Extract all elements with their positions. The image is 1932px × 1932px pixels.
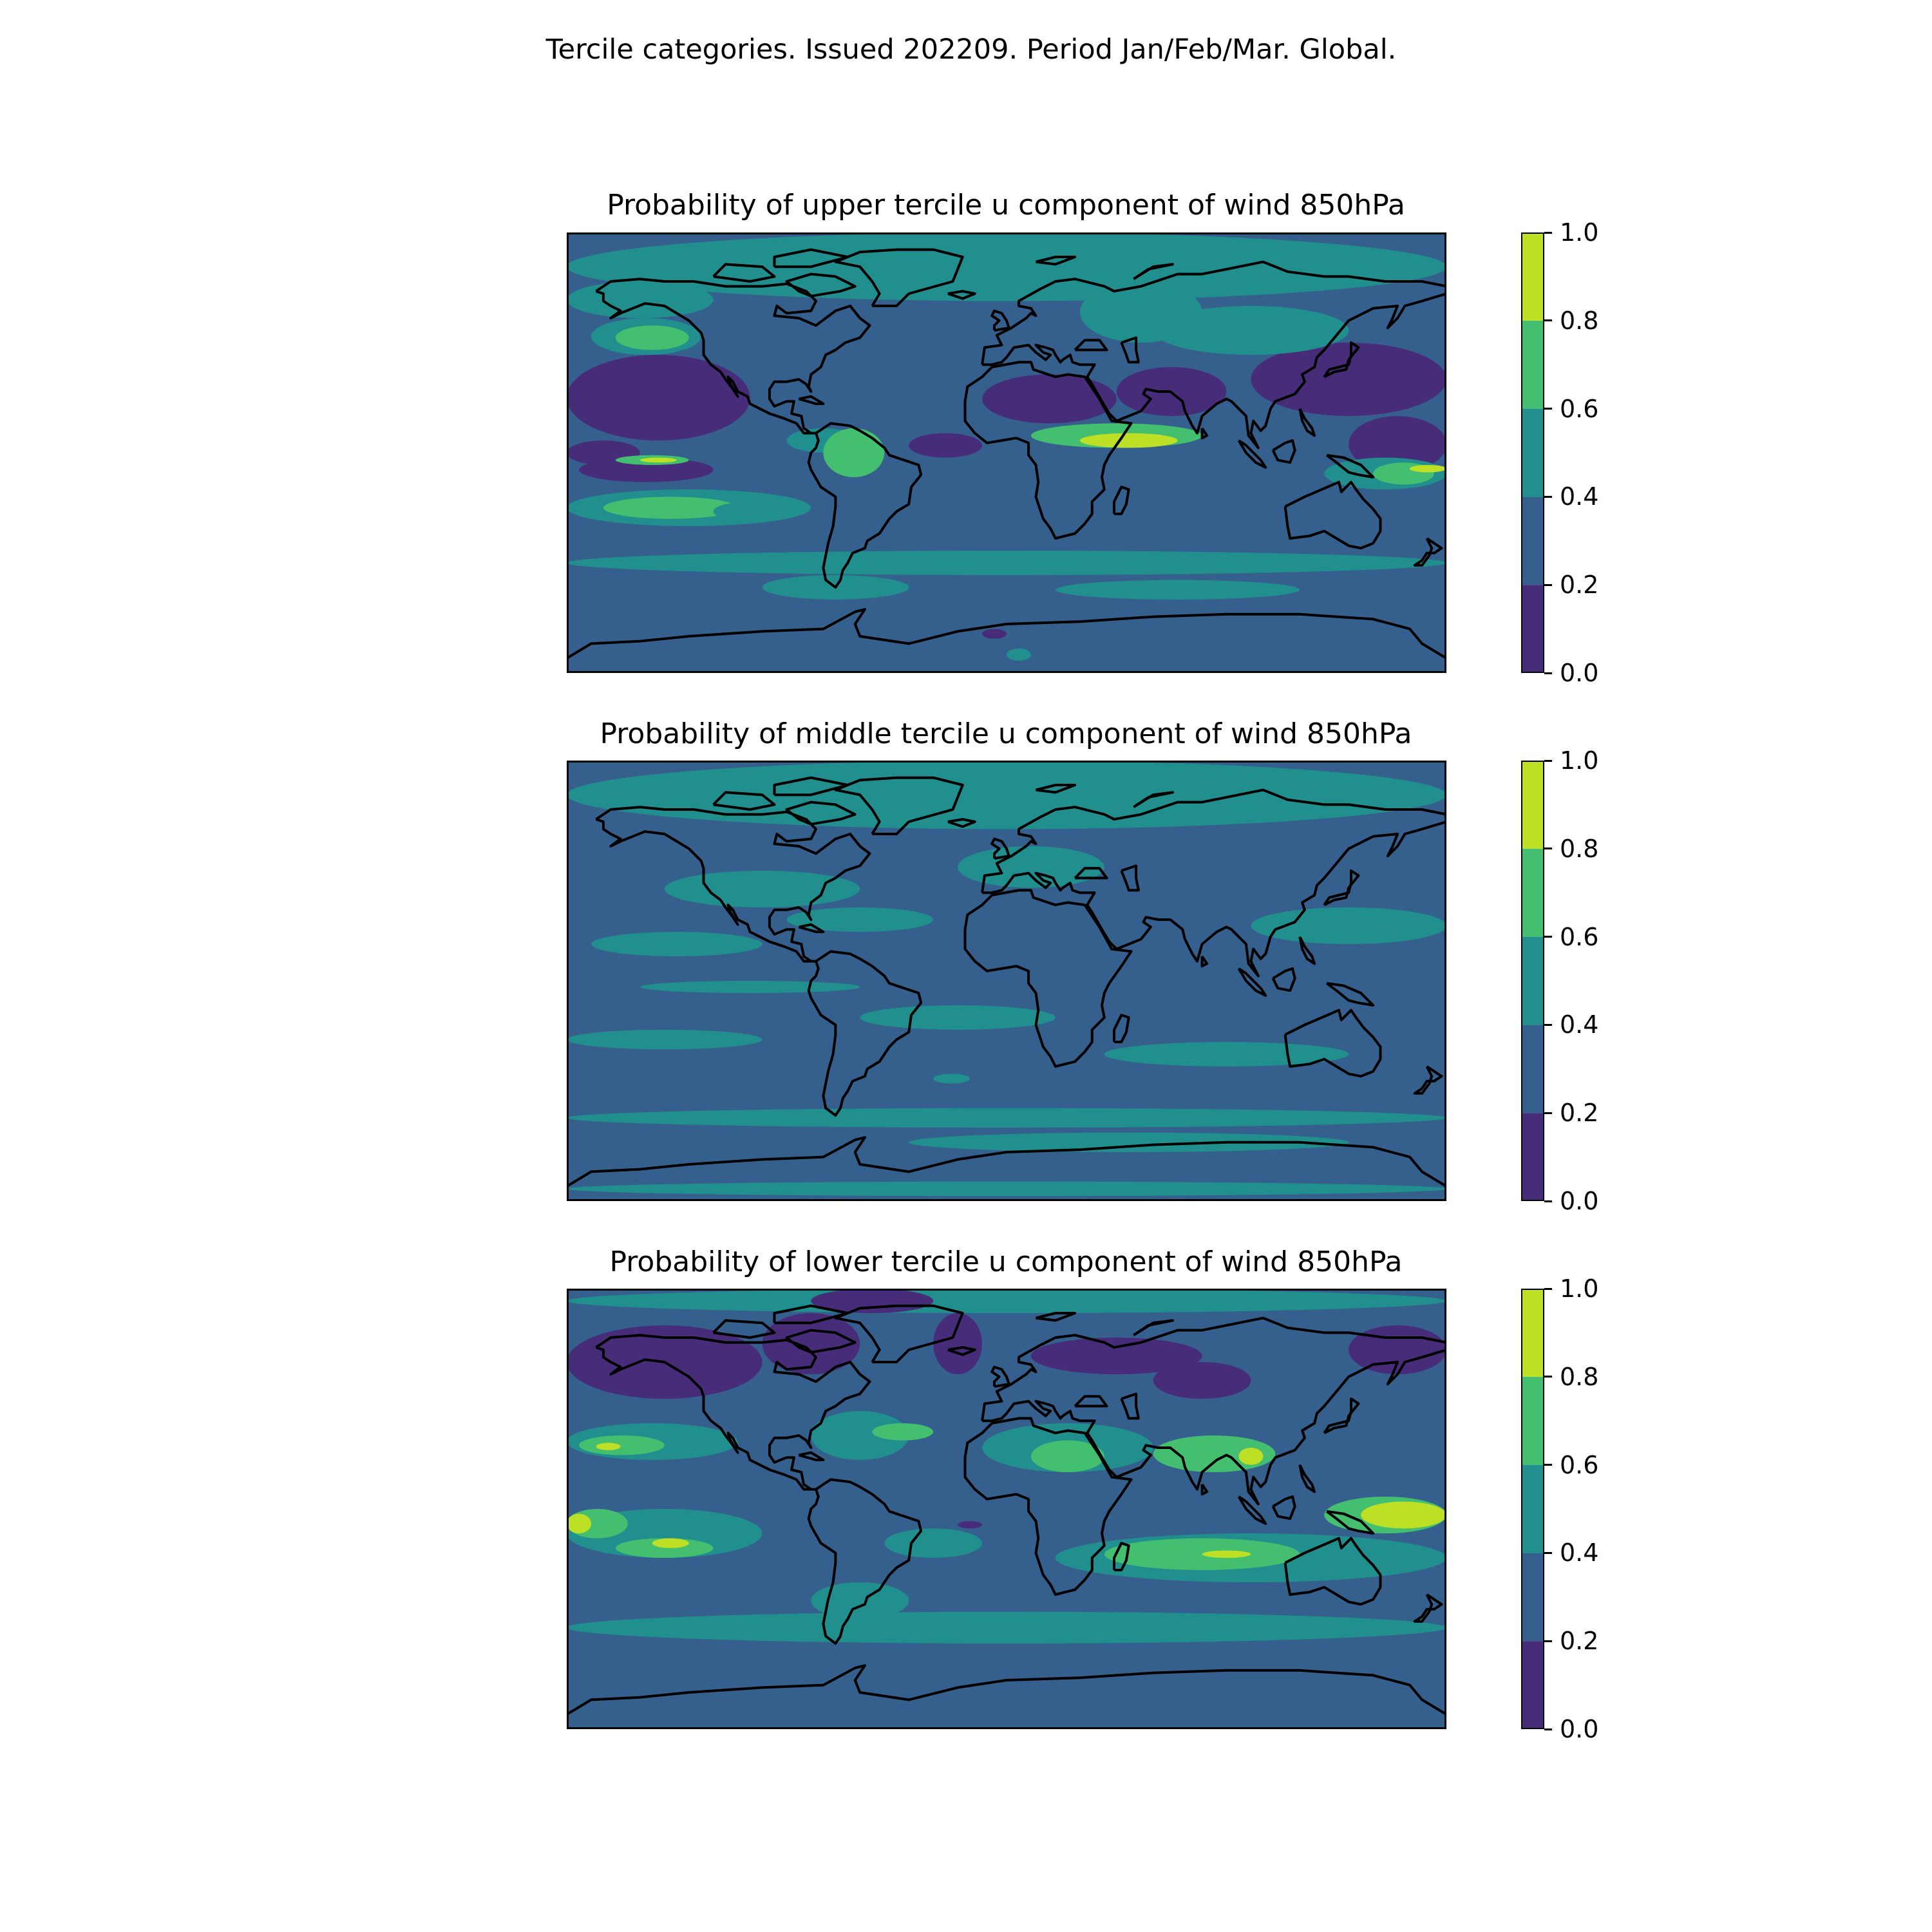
colorbar-canvas xyxy=(1521,232,1544,673)
probability-region xyxy=(884,1528,982,1558)
colorbar-tick-label: 0.6 xyxy=(1560,922,1599,951)
probability-region xyxy=(982,374,1117,423)
colorbar-tick-label: 0.6 xyxy=(1560,394,1599,423)
probability-region xyxy=(714,502,787,521)
probability-region xyxy=(1153,1362,1251,1399)
probability-region xyxy=(1202,1551,1251,1558)
colorbar-tick-label: 0.2 xyxy=(1560,1099,1599,1128)
colorbar-tick-label: 0.6 xyxy=(1560,1450,1599,1479)
probability-region xyxy=(640,458,677,463)
colorbar-swatch xyxy=(1521,585,1544,673)
probability-region xyxy=(665,871,860,907)
colorbar-tick-label: 0.0 xyxy=(1560,1715,1599,1743)
colorbar-tick-label: 0.8 xyxy=(1560,1362,1599,1391)
map-middle-tercile xyxy=(567,761,1446,1201)
colorbar-tick-label: 0.2 xyxy=(1560,1627,1599,1656)
probability-region xyxy=(579,1435,665,1455)
colorbar-tick xyxy=(1544,1640,1552,1642)
probability-region xyxy=(823,428,884,477)
colorbar-tick-label: 0.0 xyxy=(1560,1187,1599,1215)
colorbar-tick xyxy=(1544,1376,1552,1378)
panel-title-lower: Probability of lower tercile u component of wind 850hPa xyxy=(609,1245,1403,1278)
colorbar-swatch xyxy=(1521,1113,1544,1201)
map-lower-tercile xyxy=(567,1289,1446,1729)
probability-region xyxy=(958,1521,982,1528)
probability-region xyxy=(1238,1448,1263,1465)
colorbar-lower xyxy=(1521,1289,1544,1729)
probability-region xyxy=(1361,1502,1446,1529)
panel-title-upper: Probability of upper tercile u component of wind 850hPa xyxy=(607,189,1405,222)
probability-region xyxy=(1080,433,1178,448)
probability-region xyxy=(567,281,714,318)
figure-suptitle: Tercile categories. Issued 202209. Period Jan/Feb/Mar. Global. xyxy=(545,33,1397,66)
probability-region xyxy=(1349,1325,1446,1374)
colorbar-tick xyxy=(1544,1288,1552,1290)
map-canvas xyxy=(567,232,1446,673)
colorbar-tick xyxy=(1544,848,1552,849)
colorbar-swatch xyxy=(1521,232,1544,321)
probability-region xyxy=(567,1030,762,1049)
probability-region xyxy=(1251,907,1446,944)
probability-region xyxy=(872,1423,933,1441)
colorbar-upper xyxy=(1521,232,1544,673)
colorbar-swatch xyxy=(1521,1641,1544,1729)
colorbar-middle xyxy=(1521,761,1544,1201)
map-canvas xyxy=(567,1289,1446,1729)
colorbar-canvas xyxy=(1521,761,1544,1201)
probability-region xyxy=(567,761,1446,829)
probability-region xyxy=(1056,580,1300,600)
colorbar-tick xyxy=(1544,319,1552,321)
colorbar-tick xyxy=(1544,1024,1552,1026)
colorbar-swatch xyxy=(1521,1553,1544,1641)
colorbar-tick xyxy=(1544,1464,1552,1466)
colorbar-tick xyxy=(1544,232,1552,234)
probability-region xyxy=(982,629,1007,639)
colorbar-swatch xyxy=(1521,1377,1544,1465)
colorbar-tick xyxy=(1544,1112,1552,1114)
colorbar-swatch xyxy=(1521,1465,1544,1553)
colorbar-tick xyxy=(1544,1200,1552,1202)
colorbar-tick-label: 1.0 xyxy=(1560,746,1599,775)
colorbar-swatch xyxy=(1521,849,1544,937)
colorbar-swatch xyxy=(1521,497,1544,585)
colorbar-swatch xyxy=(1521,321,1544,409)
probability-region xyxy=(567,355,750,440)
colorbar-tick-label: 1.0 xyxy=(1560,218,1599,247)
colorbar-tick-label: 0.4 xyxy=(1560,1010,1599,1039)
map-upper-tercile xyxy=(567,232,1446,673)
probability-region xyxy=(591,932,762,956)
probability-region xyxy=(567,1182,1446,1197)
probability-region xyxy=(567,1289,1446,1313)
colorbar-swatch xyxy=(1521,409,1544,497)
probability-region xyxy=(640,981,860,993)
colorbar-tick xyxy=(1544,936,1552,938)
probability-region xyxy=(933,1074,970,1083)
colorbar-tick-label: 0.8 xyxy=(1560,306,1599,335)
colorbar-tick xyxy=(1544,584,1552,586)
colorbar-swatch xyxy=(1521,761,1544,849)
panel-title-middle: Probability of middle tercile u component of wind 850hPa xyxy=(600,717,1412,750)
colorbar-tick-label: 1.0 xyxy=(1560,1274,1599,1303)
probability-region xyxy=(567,1108,1446,1128)
colorbar-swatch xyxy=(1521,1289,1544,1377)
colorbar-canvas xyxy=(1521,1289,1544,1729)
colorbar-tick-label: 0.2 xyxy=(1560,571,1599,600)
probability-region xyxy=(1410,465,1446,472)
probability-region xyxy=(616,325,689,350)
colorbar-tick xyxy=(1544,408,1552,410)
colorbar-tick-label: 0.4 xyxy=(1560,1539,1599,1567)
probability-region xyxy=(958,846,1104,888)
probability-region xyxy=(567,1514,591,1533)
colorbar-tick xyxy=(1544,672,1552,674)
colorbar-tick xyxy=(1544,1552,1552,1554)
colorbar-tick-label: 0.4 xyxy=(1560,482,1599,511)
colorbar-tick xyxy=(1544,1728,1552,1730)
probability-region xyxy=(1153,306,1349,355)
colorbar-swatch xyxy=(1521,1025,1544,1113)
colorbar-tick xyxy=(1544,496,1552,498)
probability-region xyxy=(596,1443,621,1450)
map-canvas xyxy=(567,761,1446,1201)
probability-region xyxy=(567,551,1446,575)
colorbar-tick-label: 0.8 xyxy=(1560,834,1599,863)
colorbar-swatch xyxy=(1521,937,1544,1025)
probability-region xyxy=(652,1539,689,1548)
colorbar-tick-label: 0.0 xyxy=(1560,659,1599,687)
probability-region xyxy=(958,1612,1104,1643)
probability-region xyxy=(860,1005,1056,1030)
probability-region xyxy=(1007,649,1031,661)
colorbar-tick xyxy=(1544,760,1552,762)
probability-region xyxy=(909,433,982,458)
